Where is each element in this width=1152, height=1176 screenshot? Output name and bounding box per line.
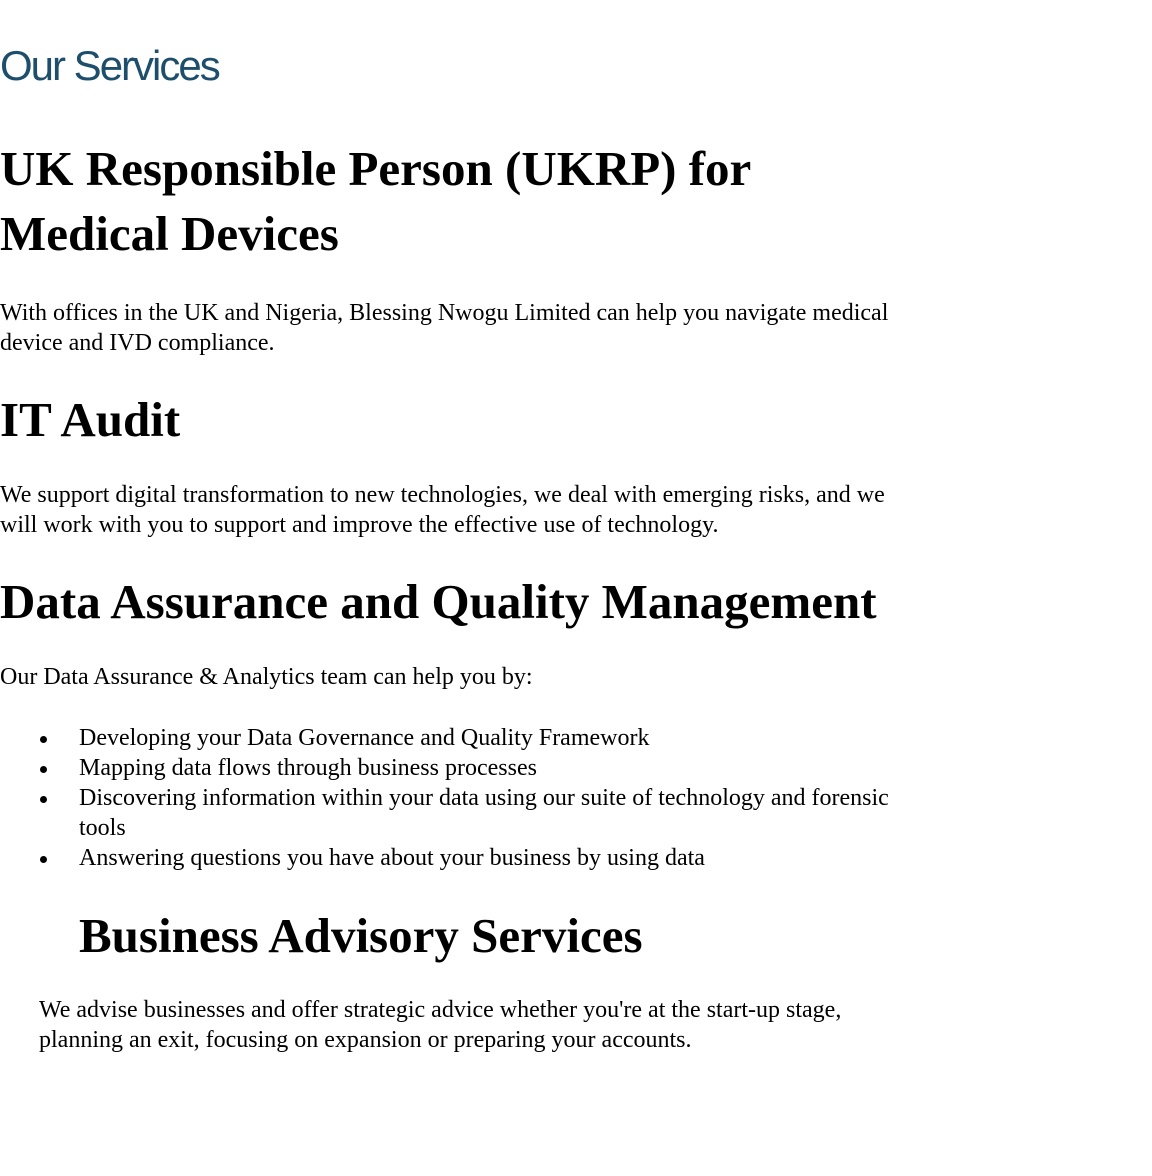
list-item-text: Discovering information within your data using our suite of technology and forensic (79, 785, 889, 811)
list-item (0, 843, 889, 873)
list-item (0, 723, 889, 753)
list-item (0, 783, 889, 843)
data-assurance-heading: Data Assurance and Quality Management (0, 574, 877, 629)
list-item (0, 753, 889, 783)
business-advisory-text-line-2: planning an exit, focusing on expansion or preparing your accounts. (39, 1027, 692, 1053)
list-item-text: Developing your Data Governance and Quality Framework (79, 725, 650, 751)
bullet-icon (40, 736, 47, 743)
data-assurance-intro: Our Data Assurance & Analytics team can help you by: (0, 664, 533, 690)
bullet-icon (40, 796, 47, 803)
ukrp-heading-line-2: Medical Devices (0, 206, 339, 261)
list-item-text-continued: tools (79, 815, 126, 841)
business-advisory-heading: Business Advisory Services (79, 908, 643, 963)
bullet-icon (40, 856, 47, 863)
page-title: Our Services (0, 42, 219, 89)
data-assurance-bullet-list (0, 723, 889, 873)
ukrp-heading-line-1: UK Responsible Person (UKRP) for (0, 141, 752, 196)
list-item-text: Answering questions you have about your business by using data (79, 845, 705, 871)
it-audit-text-line-1: We support digital transformation to new technologies, we deal with emerging risks, and we (0, 482, 885, 508)
list-item-text: Mapping data flows through business processes (79, 755, 537, 781)
business-advisory-text-line-1: We advise businesses and offer strategic advice whether you're at the start-up stage, (39, 997, 842, 1023)
it-audit-text-line-2: will work with you to support and improve the effective use of technology. (0, 512, 719, 538)
ukrp-text-line-1: With offices in the UK and Nigeria, Blessing Nwogu Limited can help you navigate medical (0, 300, 889, 326)
ukrp-text-line-2: device and IVD compliance. (0, 330, 275, 356)
bullet-icon (40, 766, 47, 773)
it-audit-heading: IT Audit (0, 392, 181, 447)
